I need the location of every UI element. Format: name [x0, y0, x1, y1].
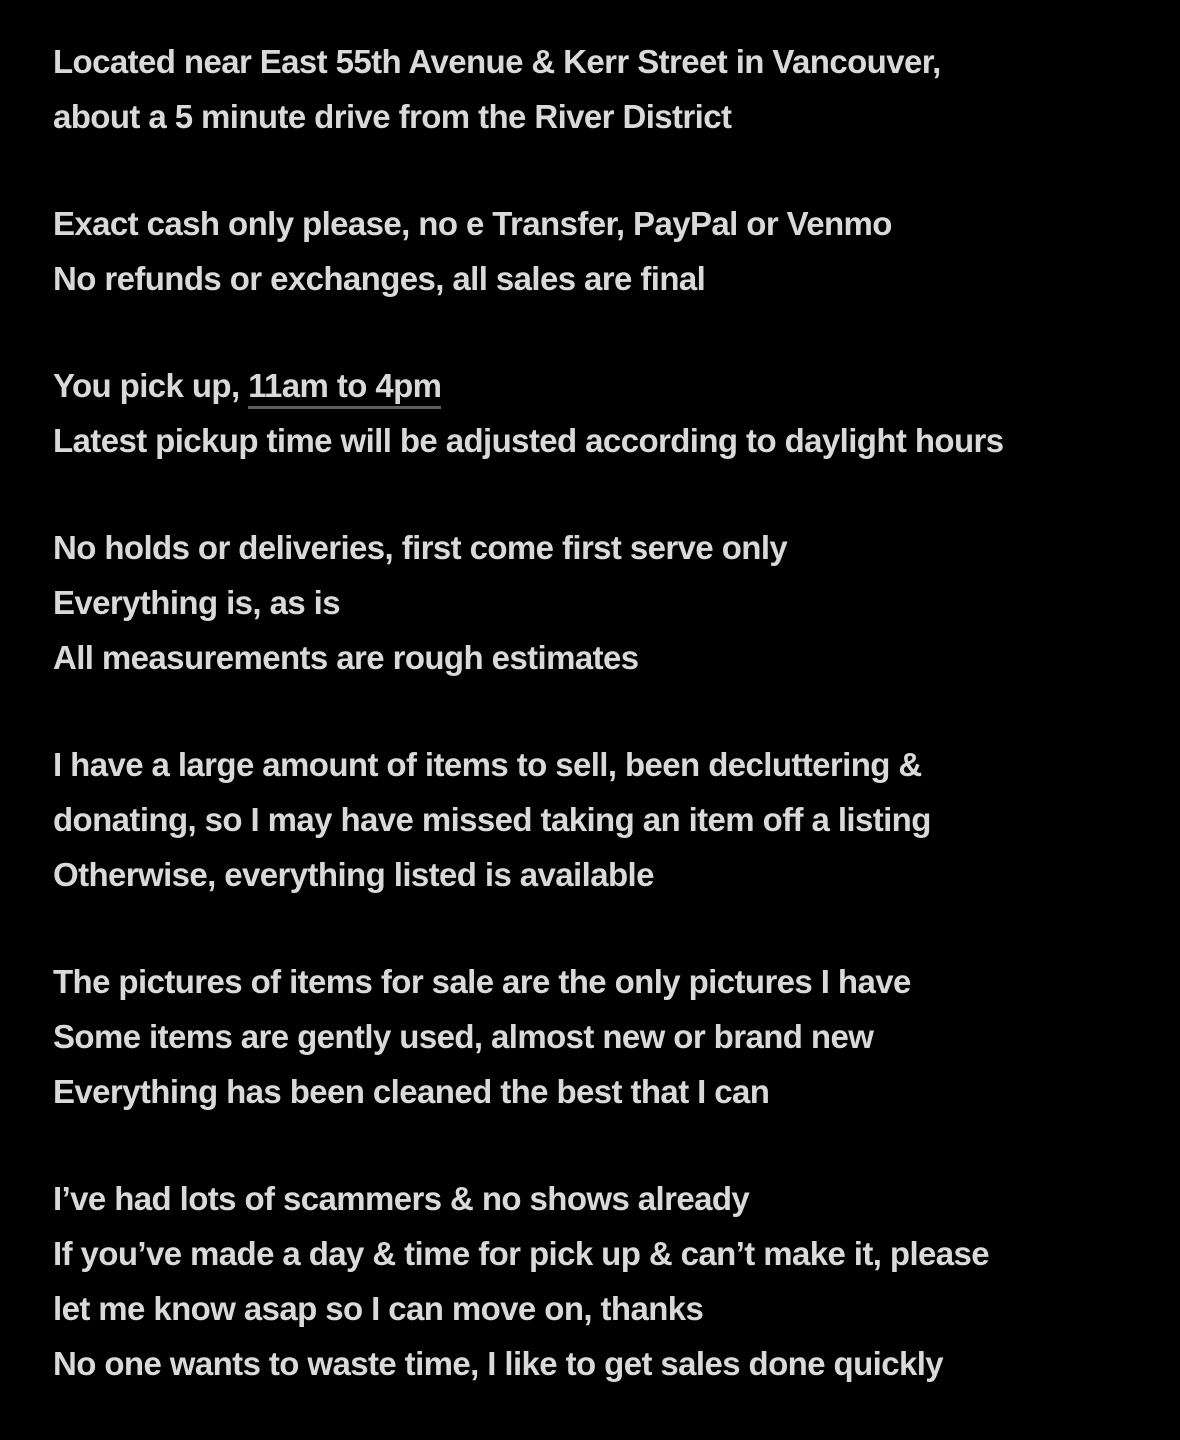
- description-text: Some items are gently used, almost new or brand new: [53, 1018, 874, 1055]
- description-text: You pick up,: [53, 367, 249, 404]
- description-text: let me know asap so I can move on, thanks: [53, 1290, 704, 1327]
- description-line: [53, 1009, 1140, 1064]
- paragraph-item-condition-note: [53, 954, 1140, 1119]
- description-text: All measurements are rough estimates: [53, 639, 639, 676]
- description-line: [53, 1226, 1140, 1281]
- description-line: [53, 34, 1140, 89]
- paragraph-location-info: [53, 34, 1140, 144]
- description-text: No refunds or exchanges, all sales are final: [53, 260, 706, 297]
- description-line: [53, 358, 1140, 413]
- description-text: Latest pickup time will be adjusted according to daylight hours: [53, 422, 1004, 459]
- description-line: [53, 251, 1140, 306]
- description-line: [53, 413, 1140, 468]
- description-line: [53, 1171, 1140, 1226]
- paragraph-availability-note: [53, 737, 1140, 902]
- description-line: [53, 630, 1140, 685]
- description-line: [53, 1281, 1140, 1336]
- description-text: Otherwise, everything listed is available: [53, 856, 654, 893]
- description-text: The pictures of items for sale are the only pictures I have: [53, 963, 911, 1000]
- description-line: [53, 1336, 1140, 1391]
- description-line: [53, 792, 1140, 847]
- description-text: If you’ve made a day & time for pick up & can’t make it, please: [53, 1235, 990, 1272]
- description-text: about a 5 minute drive from the River District: [53, 98, 732, 135]
- description-line: [53, 954, 1140, 1009]
- paragraph-pickup-terms: [53, 358, 1140, 468]
- description-text: Located near East 55th Avenue & Kerr Street in Vancouver,: [53, 43, 941, 80]
- description-line: [53, 847, 1140, 902]
- description-text: I have a large amount of items to sell, been decluttering &: [53, 746, 922, 783]
- description-line: [53, 89, 1140, 144]
- description-line: [53, 520, 1140, 575]
- description-line: [53, 196, 1140, 251]
- paragraph-payment-terms: [53, 196, 1140, 306]
- pickup-hours-underlined: 11am to 4pm: [248, 367, 441, 409]
- description-text: No one wants to waste time, I like to get sales done quickly: [53, 1345, 944, 1382]
- description-text: I’ve had lots of scammers & no shows already: [53, 1180, 750, 1217]
- description-text: Exact cash only please, no e Transfer, PayPal or Venmo: [53, 205, 892, 242]
- paragraph-sale-conditions: [53, 520, 1140, 685]
- paragraph-no-show-warning: [53, 1171, 1140, 1391]
- description-line: [53, 575, 1140, 630]
- description-text: No holds or deliveries, first come first serve only: [53, 529, 788, 566]
- description-line: [53, 1064, 1140, 1119]
- description-text: Everything has been cleaned the best that I can: [53, 1073, 770, 1110]
- description-text: Everything is, as is: [53, 584, 340, 621]
- description-line: [53, 737, 1140, 792]
- description-text: donating, so I may have missed taking an item off a listing: [53, 801, 931, 838]
